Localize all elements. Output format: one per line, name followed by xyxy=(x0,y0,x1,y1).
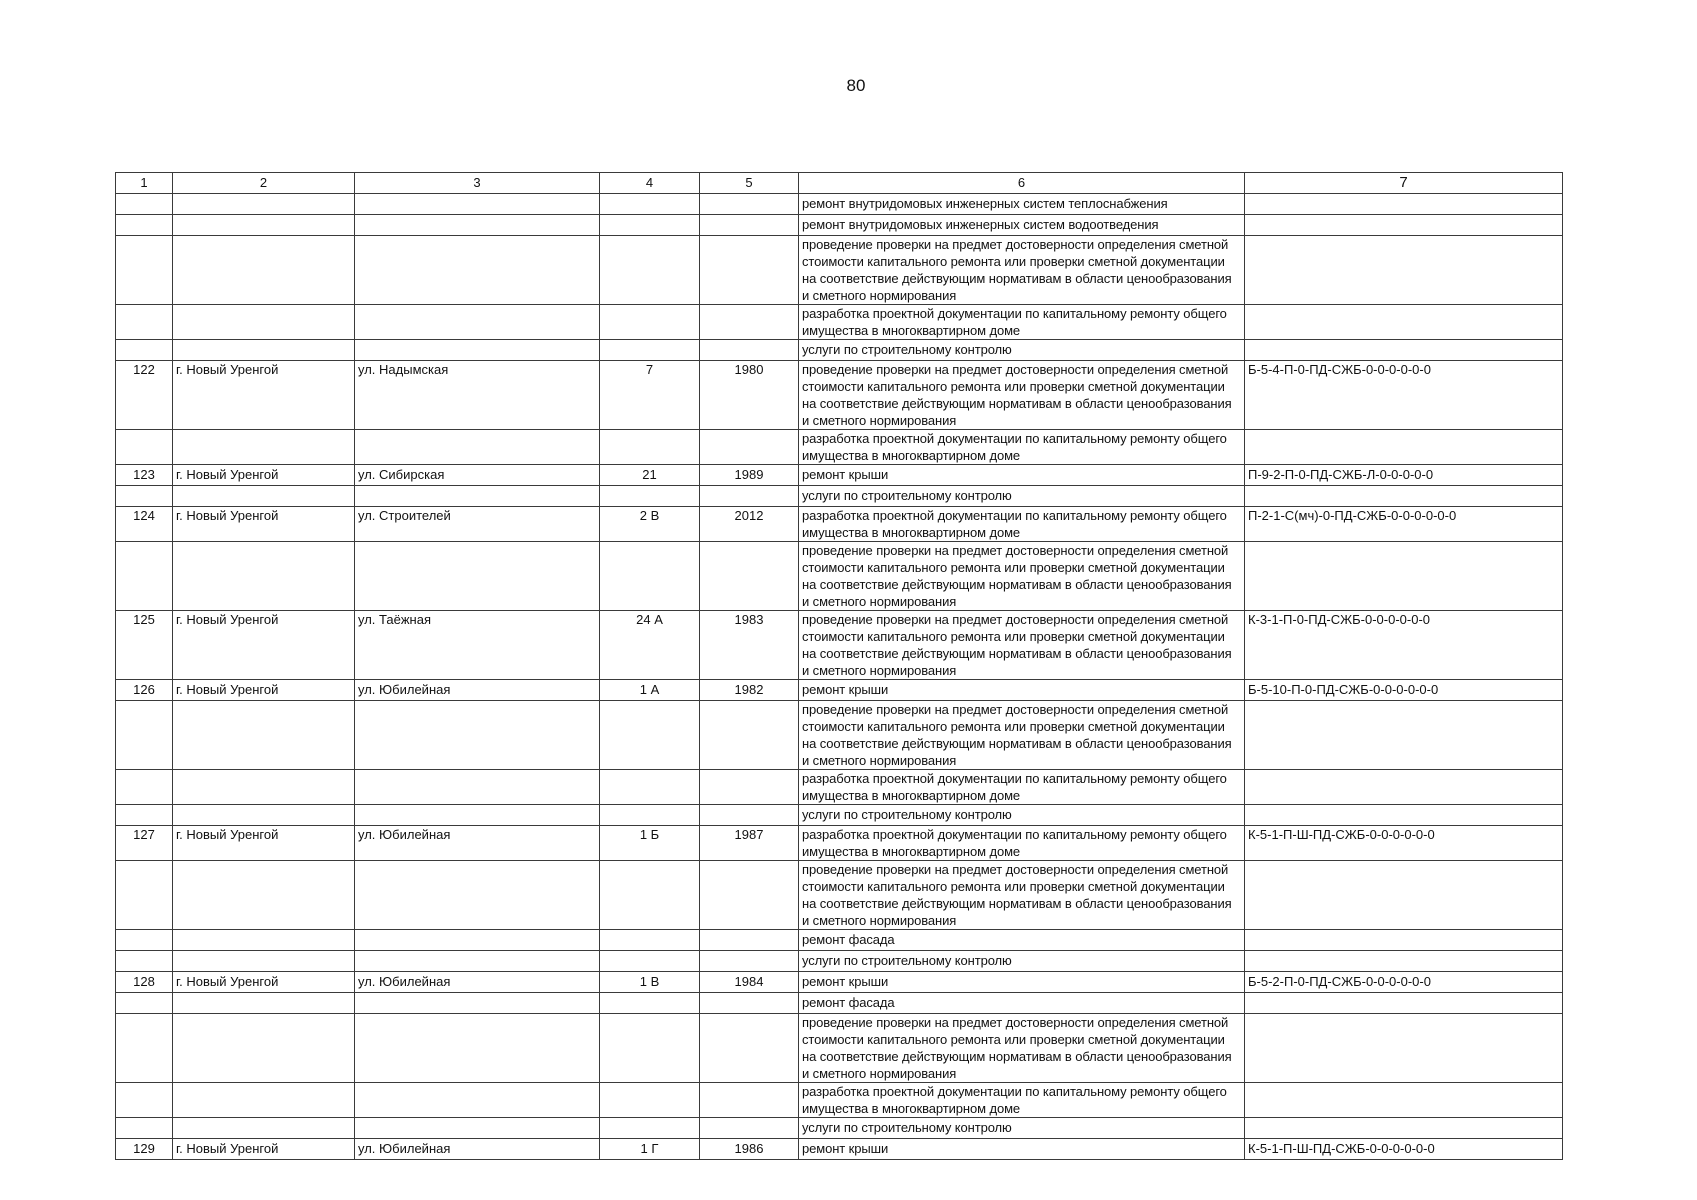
house-number-cell xyxy=(600,236,700,305)
table-row xyxy=(116,951,1563,972)
street-cell xyxy=(355,215,600,236)
house-number-cell xyxy=(600,701,700,770)
house-number-cell: 1 Б xyxy=(600,826,700,861)
street-cell: ул. Строителей xyxy=(355,507,600,542)
building-code-cell xyxy=(1245,805,1563,826)
year-cell xyxy=(700,770,799,805)
house-number-cell: 1 А xyxy=(600,680,700,701)
street-cell: ул. Сибирская xyxy=(355,465,600,486)
row-number-cell xyxy=(116,861,173,930)
year-cell xyxy=(700,236,799,305)
building-code-cell: К-5-1-П-Ш-ПД-СЖБ-0-0-0-0-0-0 xyxy=(1245,1139,1563,1160)
row-number-cell xyxy=(116,805,173,826)
house-number-cell: 1 Г xyxy=(600,1139,700,1160)
work-type-cell: проведение проверки на предмет достоверности определения сметной стоимости капитального ремонта или проверки сметной документации на соответствие действующим нормативам в области ценообразования и сметного нормирования xyxy=(799,542,1245,611)
row-number-cell xyxy=(116,430,173,465)
year-cell xyxy=(700,701,799,770)
building-code-cell xyxy=(1245,861,1563,930)
work-type-cell: разработка проектной документации по капитальному ремонту общего имущества в многоквартирном доме xyxy=(799,1083,1245,1118)
row-number-cell xyxy=(116,215,173,236)
house-number-cell: 24 А xyxy=(600,611,700,680)
building-code-cell xyxy=(1245,951,1563,972)
city-cell xyxy=(173,236,355,305)
work-type-cell: ремонт фасада xyxy=(799,930,1245,951)
city-cell xyxy=(173,430,355,465)
table-row xyxy=(116,930,1563,951)
building-code-cell: Б-5-10-П-0-ПД-СЖБ-0-0-0-0-0-0 xyxy=(1245,680,1563,701)
row-number-cell xyxy=(116,1014,173,1083)
city-cell xyxy=(173,1118,355,1139)
work-type-cell: ремонт крыши xyxy=(799,1139,1245,1160)
building-code-cell xyxy=(1245,430,1563,465)
city-cell xyxy=(173,215,355,236)
table-row xyxy=(116,361,1563,430)
row-number-cell: 124 xyxy=(116,507,173,542)
house-number-cell xyxy=(600,805,700,826)
street-cell xyxy=(355,805,600,826)
year-cell: 1984 xyxy=(700,972,799,993)
house-number-cell xyxy=(600,770,700,805)
street-cell xyxy=(355,930,600,951)
work-type-cell: услуги по строительному контролю xyxy=(799,805,1245,826)
table-row xyxy=(116,1139,1563,1160)
work-type-cell: ремонт крыши xyxy=(799,465,1245,486)
house-number-cell xyxy=(600,215,700,236)
year-cell xyxy=(700,430,799,465)
table-row xyxy=(116,1014,1563,1083)
street-cell xyxy=(355,701,600,770)
row-number-cell xyxy=(116,1083,173,1118)
street-cell xyxy=(355,430,600,465)
row-number-cell: 129 xyxy=(116,1139,173,1160)
city-cell: г. Новый Уренгой xyxy=(173,1139,355,1160)
table-row xyxy=(116,340,1563,361)
work-type-cell: ремонт крыши xyxy=(799,680,1245,701)
row-number-cell xyxy=(116,930,173,951)
house-number-cell: 2 В xyxy=(600,507,700,542)
house-number-cell xyxy=(600,340,700,361)
year-cell xyxy=(700,1014,799,1083)
work-type-cell: услуги по строительному контролю xyxy=(799,1118,1245,1139)
building-code-cell xyxy=(1245,1014,1563,1083)
table-row xyxy=(116,215,1563,236)
row-number-cell xyxy=(116,236,173,305)
house-number-cell xyxy=(600,993,700,1014)
year-cell: 1982 xyxy=(700,680,799,701)
table-row xyxy=(116,194,1563,215)
street-cell: ул. Юбилейная xyxy=(355,826,600,861)
house-number-cell: 7 xyxy=(600,361,700,430)
house-number-cell xyxy=(600,1083,700,1118)
building-code-cell xyxy=(1245,701,1563,770)
building-code-cell xyxy=(1245,486,1563,507)
street-cell xyxy=(355,770,600,805)
work-type-cell: проведение проверки на предмет достоверности определения сметной стоимости капитального ремонта или проверки сметной документации на соответствие действующим нормативам в области ценообразования и сметного нормирования xyxy=(799,701,1245,770)
city-cell xyxy=(173,542,355,611)
year-cell xyxy=(700,1083,799,1118)
table-row xyxy=(116,770,1563,805)
street-cell xyxy=(355,1083,600,1118)
building-code-cell: П-2-1-С(мч)-0-ПД-СЖБ-0-0-0-0-0-0 xyxy=(1245,507,1563,542)
work-type-cell: разработка проектной документации по капитальному ремонту общего имущества в многоквартирном доме xyxy=(799,826,1245,861)
house-number-cell xyxy=(600,194,700,215)
city-cell: г. Новый Уренгой xyxy=(173,611,355,680)
table-row xyxy=(116,972,1563,993)
table-row xyxy=(116,465,1563,486)
street-cell: ул. Юбилейная xyxy=(355,680,600,701)
year-cell: 1980 xyxy=(700,361,799,430)
street-cell xyxy=(355,1014,600,1083)
house-number-cell xyxy=(600,305,700,340)
work-type-cell: разработка проектной документации по капитальному ремонту общего имущества в многоквартирном доме xyxy=(799,305,1245,340)
city-cell xyxy=(173,194,355,215)
work-type-cell: проведение проверки на предмет достоверности определения сметной стоимости капитального ремонта или проверки сметной документации на соответствие действующим нормативам в области ценообразования и сметного нормирования xyxy=(799,361,1245,430)
row-number-cell xyxy=(116,194,173,215)
header-row xyxy=(116,173,1563,194)
city-cell xyxy=(173,1083,355,1118)
row-number-cell xyxy=(116,770,173,805)
house-number-cell xyxy=(600,542,700,611)
table-row xyxy=(116,993,1563,1014)
house-number-cell xyxy=(600,951,700,972)
table-row xyxy=(116,507,1563,542)
page-number: 80 xyxy=(846,76,866,95)
column-header: 2 xyxy=(173,173,355,194)
year-cell: 1989 xyxy=(700,465,799,486)
city-cell: г. Новый Уренгой xyxy=(173,361,355,430)
street-cell xyxy=(355,194,600,215)
street-cell xyxy=(355,236,600,305)
street-cell: ул. Таёжная xyxy=(355,611,600,680)
street-cell xyxy=(355,861,600,930)
city-cell xyxy=(173,486,355,507)
year-cell xyxy=(700,194,799,215)
column-header: 1 xyxy=(116,173,173,194)
row-number-cell xyxy=(116,486,173,507)
table-row xyxy=(116,611,1563,680)
building-code-cell xyxy=(1245,305,1563,340)
table-row xyxy=(116,236,1563,305)
work-type-cell: ремонт внутридомовых инженерных систем водоотведения xyxy=(799,215,1245,236)
table-row xyxy=(116,1118,1563,1139)
city-cell: г. Новый Уренгой xyxy=(173,826,355,861)
building-code-cell xyxy=(1245,194,1563,215)
row-number-cell: 122 xyxy=(116,361,173,430)
row-number-cell xyxy=(116,340,173,361)
year-cell xyxy=(700,215,799,236)
work-type-cell: проведение проверки на предмет достоверности определения сметной стоимости капитального ремонта или проверки сметной документации на соответствие действующим нормативам в области ценообразования и сметного нормирования xyxy=(799,861,1245,930)
house-number-cell xyxy=(600,1014,700,1083)
building-code-cell xyxy=(1245,340,1563,361)
row-number-cell: 126 xyxy=(116,680,173,701)
column-header: 7 xyxy=(1245,173,1563,194)
house-number-cell xyxy=(600,861,700,930)
building-code-cell xyxy=(1245,215,1563,236)
row-number-cell: 125 xyxy=(116,611,173,680)
year-cell xyxy=(700,486,799,507)
row-number-cell: 123 xyxy=(116,465,173,486)
building-code-cell: П-9-2-П-0-ПД-СЖБ-Л-0-0-0-0-0 xyxy=(1245,465,1563,486)
building-code-cell xyxy=(1245,930,1563,951)
house-number-cell xyxy=(600,930,700,951)
house-number-cell xyxy=(600,1118,700,1139)
work-type-cell: проведение проверки на предмет достоверности определения сметной стоимости капитального ремонта или проверки сметной документации на соответствие действующим нормативам в области ценообразования и сметного нормирования xyxy=(799,611,1245,680)
work-type-cell: проведение проверки на предмет достоверности определения сметной стоимости капитального ремонта или проверки сметной документации на соответствие действующим нормативам в области ценообразования и сметного нормирования xyxy=(799,236,1245,305)
year-cell xyxy=(700,542,799,611)
table-row xyxy=(116,542,1563,611)
city-cell xyxy=(173,805,355,826)
table-row xyxy=(116,805,1563,826)
year-cell: 1986 xyxy=(700,1139,799,1160)
row-number-cell: 127 xyxy=(116,826,173,861)
row-number-cell xyxy=(116,542,173,611)
column-header: 3 xyxy=(355,173,600,194)
house-number-cell xyxy=(600,486,700,507)
work-type-cell: услуги по строительному контролю xyxy=(799,951,1245,972)
work-type-cell: разработка проектной документации по капитальному ремонту общего имущества в многоквартирном доме xyxy=(799,507,1245,542)
street-cell xyxy=(355,542,600,611)
house-number-cell xyxy=(600,430,700,465)
city-cell: г. Новый Уренгой xyxy=(173,465,355,486)
city-cell: г. Новый Уренгой xyxy=(173,972,355,993)
work-type-cell: разработка проектной документации по капитальному ремонту общего имущества в многоквартирном доме xyxy=(799,770,1245,805)
city-cell xyxy=(173,340,355,361)
street-cell xyxy=(355,951,600,972)
city-cell xyxy=(173,701,355,770)
house-number-cell: 1 В xyxy=(600,972,700,993)
street-cell xyxy=(355,340,600,361)
city-cell xyxy=(173,930,355,951)
year-cell xyxy=(700,1118,799,1139)
year-cell: 2012 xyxy=(700,507,799,542)
work-type-cell: услуги по строительному контролю xyxy=(799,486,1245,507)
repair-schedule-table xyxy=(115,172,1563,1160)
building-code-cell: Б-5-4-П-0-ПД-СЖБ-0-0-0-0-0-0 xyxy=(1245,361,1563,430)
table-row xyxy=(116,305,1563,340)
year-cell xyxy=(700,930,799,951)
work-type-cell: ремонт внутридомовых инженерных систем теплоснабжения xyxy=(799,194,1245,215)
work-type-cell: разработка проектной документации по капитальному ремонту общего имущества в многоквартирном доме xyxy=(799,430,1245,465)
street-cell xyxy=(355,1118,600,1139)
year-cell xyxy=(700,993,799,1014)
year-cell xyxy=(700,861,799,930)
building-code-cell: К-3-1-П-0-ПД-СЖБ-0-0-0-0-0-0 xyxy=(1245,611,1563,680)
table-row xyxy=(116,701,1563,770)
column-header: 4 xyxy=(600,173,700,194)
column-header: 6 xyxy=(799,173,1245,194)
year-cell: 1983 xyxy=(700,611,799,680)
building-code-cell xyxy=(1245,236,1563,305)
city-cell xyxy=(173,305,355,340)
city-cell xyxy=(173,993,355,1014)
street-cell xyxy=(355,305,600,340)
house-number-cell: 21 xyxy=(600,465,700,486)
year-cell xyxy=(700,805,799,826)
city-cell: г. Новый Уренгой xyxy=(173,680,355,701)
building-code-cell xyxy=(1245,770,1563,805)
row-number-cell xyxy=(116,305,173,340)
row-number-cell xyxy=(116,1118,173,1139)
row-number-cell xyxy=(116,701,173,770)
table-row xyxy=(116,430,1563,465)
work-type-cell: ремонт крыши xyxy=(799,972,1245,993)
column-header: 5 xyxy=(700,173,799,194)
city-cell: г. Новый Уренгой xyxy=(173,507,355,542)
street-cell xyxy=(355,993,600,1014)
table-row xyxy=(116,861,1563,930)
table-row xyxy=(116,680,1563,701)
street-cell xyxy=(355,486,600,507)
year-cell xyxy=(700,340,799,361)
city-cell xyxy=(173,1014,355,1083)
building-code-cell: Б-5-2-П-0-ПД-СЖБ-0-0-0-0-0-0 xyxy=(1245,972,1563,993)
building-code-cell xyxy=(1245,1083,1563,1118)
work-type-cell: проведение проверки на предмет достоверности определения сметной стоимости капитального ремонта или проверки сметной документации на соответствие действующим нормативам в области ценообразования и сметного нормирования xyxy=(799,1014,1245,1083)
building-code-cell xyxy=(1245,542,1563,611)
year-cell xyxy=(700,951,799,972)
year-cell xyxy=(700,305,799,340)
street-cell: ул. Юбилейная xyxy=(355,972,600,993)
city-cell xyxy=(173,951,355,972)
street-cell: ул. Надымская xyxy=(355,361,600,430)
city-cell xyxy=(173,861,355,930)
work-type-cell: услуги по строительному контролю xyxy=(799,340,1245,361)
row-number-cell xyxy=(116,951,173,972)
row-number-cell xyxy=(116,993,173,1014)
city-cell xyxy=(173,770,355,805)
building-code-cell xyxy=(1245,1118,1563,1139)
row-number-cell: 128 xyxy=(116,972,173,993)
table-row xyxy=(116,486,1563,507)
year-cell: 1987 xyxy=(700,826,799,861)
work-type-cell: ремонт фасада xyxy=(799,993,1245,1014)
table-row xyxy=(116,1083,1563,1118)
building-code-cell: К-5-1-П-Ш-ПД-СЖБ-0-0-0-0-0-0 xyxy=(1245,826,1563,861)
table-row xyxy=(116,826,1563,861)
building-code-cell xyxy=(1245,993,1563,1014)
street-cell: ул. Юбилейная xyxy=(355,1139,600,1160)
